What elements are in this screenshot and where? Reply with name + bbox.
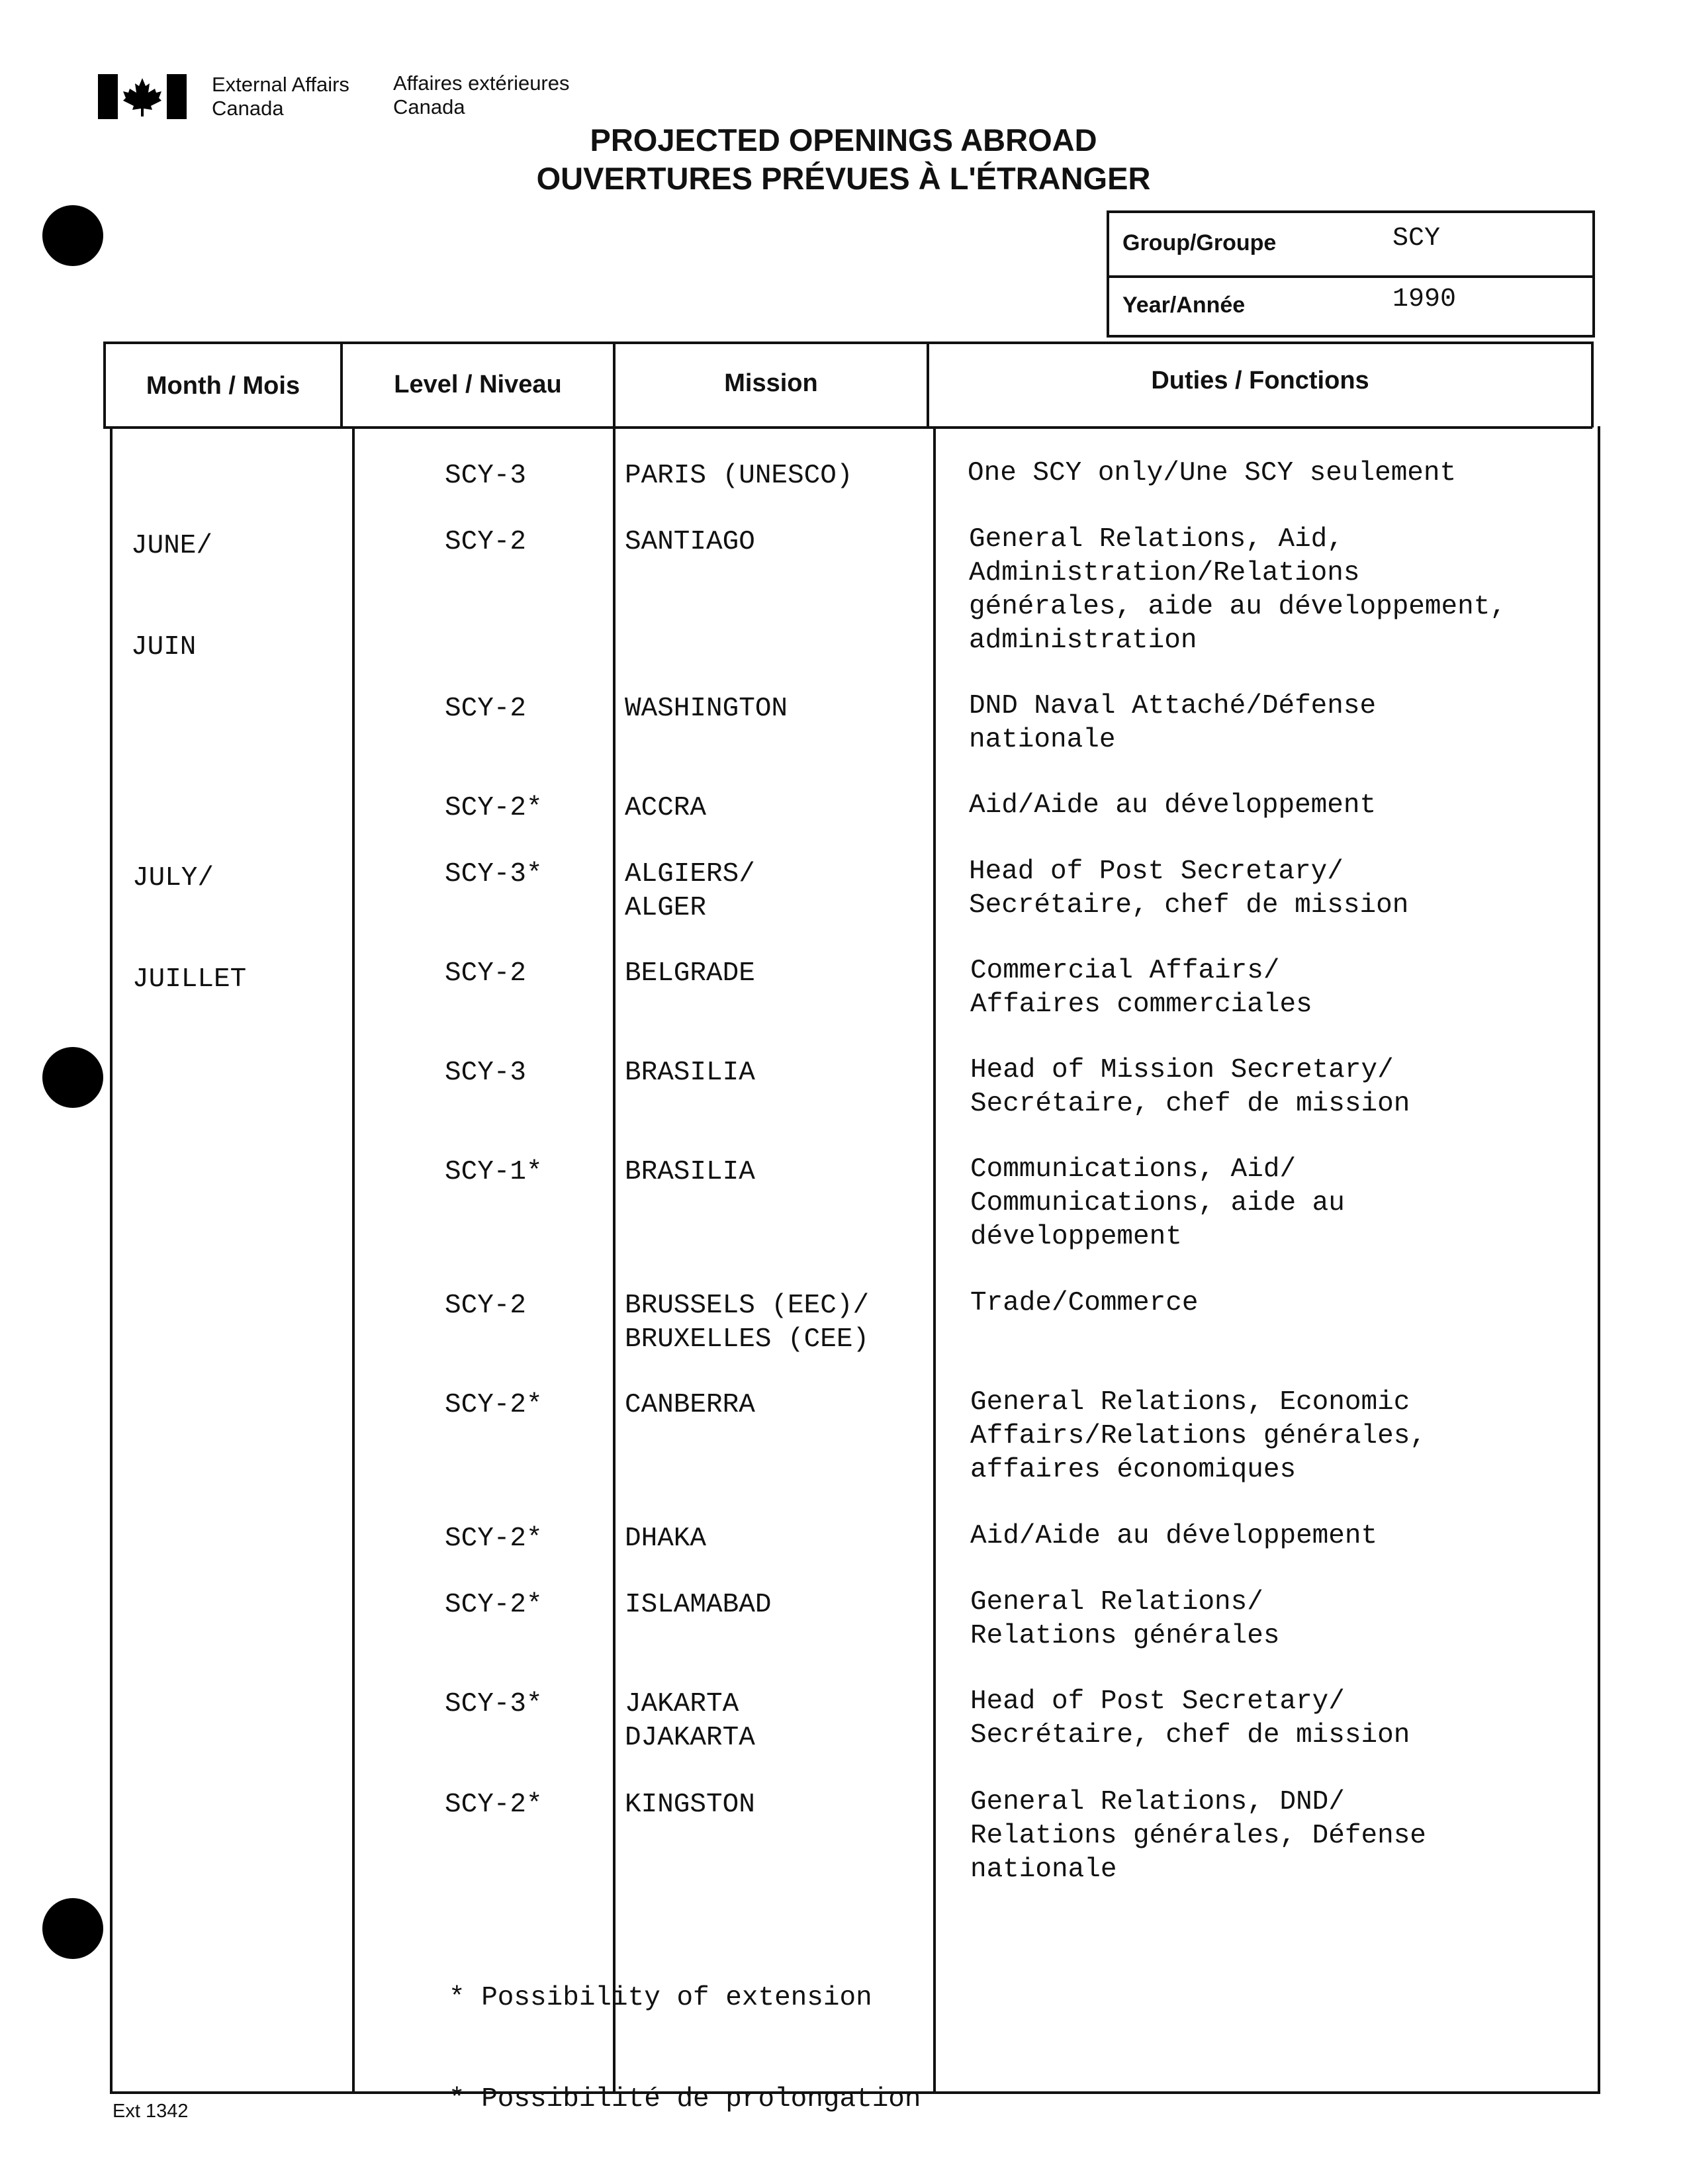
punch-hole-middle	[42, 1047, 103, 1108]
month-june-line2: JUIN	[131, 632, 197, 662]
dept-en-line1: External Affairs	[212, 73, 349, 96]
group-value: SCY	[1392, 224, 1441, 253]
row-duties: Aid/Aide au développement	[970, 1521, 1378, 1551]
row-mission: ISLAMABAD	[625, 1590, 772, 1620]
canada-flag-logo	[98, 74, 187, 119]
row-duties: General Relations, Aid, Administration/Relations générales, aide au développement, administration	[969, 524, 1506, 656]
year-value: 1990	[1392, 285, 1457, 314]
row-mission: BRASILIA	[625, 1058, 755, 1088]
year-label: Year/Année	[1122, 293, 1246, 318]
group-row	[1109, 213, 1592, 278]
group-label: Group/Groupe	[1122, 230, 1277, 255]
row-level: SCY-2*	[445, 1590, 543, 1620]
row-level: SCY-2	[445, 958, 527, 989]
row-level: SCY-3*	[445, 1689, 543, 1719]
group-year-box	[1107, 210, 1595, 338]
row-level: SCY-2*	[445, 1524, 543, 1554]
punch-hole-top	[42, 205, 103, 266]
page-title-en: PROJECTED OPENINGS ABROAD	[590, 122, 1097, 158]
row-mission: CANBERRA	[625, 1390, 755, 1420]
row-level: SCY-2	[445, 1291, 527, 1321]
department-name-en	[212, 73, 349, 120]
row-mission: ACCRA	[625, 793, 707, 823]
row-level: SCY-2	[445, 694, 527, 724]
punch-hole-bottom	[42, 1898, 103, 1959]
dept-fr-line2: Canada	[393, 95, 465, 118]
row-level: SCY-1*	[445, 1157, 543, 1187]
row-duties: Communications, Aid/ Communications, aide au développement	[970, 1154, 1345, 1252]
row-duties: Head of Post Secretary/ Secrétaire, chef de mission	[970, 1686, 1410, 1751]
row-mission: WASHINGTON	[625, 694, 788, 724]
month-july-line2: JUILLET	[132, 964, 247, 995]
header-month: Month / Mois	[146, 372, 300, 400]
department-name-fr	[393, 71, 570, 119]
row-mission: PARIS (UNESCO)	[625, 461, 853, 491]
maple-leaf-icon	[122, 77, 163, 116]
row-mission: BRUSSELS (EEC)/ BRUXELLES (CEE)	[625, 1291, 870, 1355]
header-mission: Mission	[724, 369, 818, 397]
year-row	[1109, 275, 1592, 338]
row-mission: ALGIERS/ ALGER	[625, 859, 755, 923]
row-duties: Head of Mission Secretary/ Secrétaire, chef de mission	[970, 1055, 1410, 1119]
dept-fr-line1: Affaires extérieures	[393, 71, 570, 95]
row-mission: BRASILIA	[625, 1157, 755, 1187]
footnote-en: * Possibility of extension	[449, 1983, 872, 2013]
row-mission: DHAKA	[625, 1524, 707, 1554]
row-duties: General Relations/ Relations générales	[970, 1587, 1280, 1651]
header-duties: Duties / Fonctions	[1151, 367, 1369, 394]
row-level: SCY-2*	[445, 1390, 543, 1420]
row-level: SCY-2*	[445, 793, 543, 823]
month-june-line1: JUNE/	[131, 531, 213, 561]
row-mission: KINGSTON	[625, 1790, 755, 1820]
row-duties: Head of Post Secretary/ Secrétaire, chef de mission	[969, 856, 1409, 921]
row-level: SCY-2	[445, 527, 527, 557]
header-level: Level / Niveau	[394, 371, 562, 398]
row-mission: SANTIAGO	[625, 527, 755, 557]
row-duties: Aid/Aide au développement	[969, 790, 1377, 821]
row-duties: DND Naval Attaché/Défense nationale	[969, 691, 1377, 755]
row-duties: General Relations, DND/ Relations générales, Défense nationale	[970, 1787, 1426, 1885]
row-duties: General Relations, Economic Affairs/Relations générales, affaires économiques	[970, 1387, 1426, 1485]
row-level: SCY-3	[445, 1058, 527, 1088]
row-duties: Commercial Affairs/ Affaires commerciales	[970, 956, 1312, 1020]
form-number: Ext 1342	[113, 2101, 189, 2122]
row-duties: Trade/Commerce	[970, 1288, 1199, 1318]
dept-en-line2: Canada	[212, 97, 284, 120]
footnote-fr: * Possibilité de prolongation	[449, 2084, 921, 2115]
month-july-line1: JULY/	[132, 863, 214, 893]
month-july	[132, 794, 246, 1064]
row-duties: One SCY only/Une SCY seulement	[968, 458, 1457, 488]
row-mission: JAKARTA DJAKARTA	[625, 1689, 755, 1753]
row-mission: BELGRADE	[625, 958, 755, 989]
row-level: SCY-2*	[445, 1790, 543, 1820]
page-title-fr: OUVERTURES PRÉVUES À L'ÉTRANGER	[536, 161, 1151, 196]
row-level: SCY-3*	[445, 859, 543, 889]
footnote	[449, 1914, 921, 2184]
month-june	[131, 462, 212, 732]
row-level: SCY-3	[445, 461, 527, 491]
